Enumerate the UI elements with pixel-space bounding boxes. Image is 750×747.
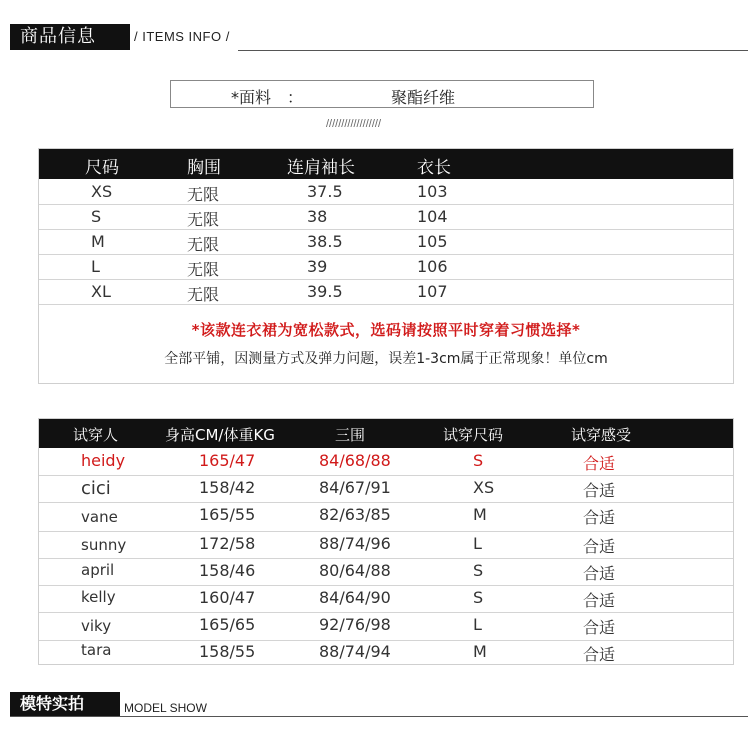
feeling-cell: 合适 [583, 645, 616, 664]
height-weight-cell: 160/47 [199, 588, 256, 607]
tester-name: kelly [81, 588, 116, 606]
sleeve-cell: 38 [307, 207, 328, 226]
tried-size-cell: M [473, 505, 487, 524]
section-subtitle-items-info: / ITEMS INFO / [134, 29, 230, 44]
tester-name: sunny [81, 536, 127, 554]
size-cell: M [91, 232, 105, 251]
fabric-value: 聚酯纤维 [391, 88, 456, 107]
tester-name: viky [81, 617, 112, 635]
height-weight-cell: 172/58 [199, 534, 256, 553]
try-on-table-header [39, 419, 733, 448]
table-row [39, 558, 733, 586]
feeling-cell: 合适 [583, 618, 616, 637]
feeling-cell: 合适 [583, 537, 616, 556]
table-row [39, 640, 733, 664]
header-sleeve-length: 连肩袖长 [287, 158, 355, 178]
tried-size-cell: L [473, 615, 482, 634]
chest-cell: 无限 [187, 260, 220, 279]
fabric-colon: ： [287, 88, 304, 107]
feeling-cell: 合适 [583, 508, 616, 527]
header-tried-size: 试穿尺码 [443, 426, 504, 444]
tried-size-cell: S [473, 588, 484, 607]
table-row [39, 448, 733, 476]
length-cell: 103 [417, 182, 448, 201]
height-weight-cell: 165/65 [199, 615, 256, 634]
header-divider [238, 50, 748, 51]
tester-name: vane [81, 508, 118, 526]
chest-cell: 无限 [187, 185, 220, 204]
sleeve-cell: 38.5 [307, 232, 343, 251]
section-title-items-info: 商品信息 [10, 24, 130, 50]
header-size: 尺码 [85, 158, 119, 178]
feeling-cell: 合适 [583, 481, 616, 500]
measurements-cell: 84/68/88 [319, 451, 391, 470]
model-show-divider [10, 716, 748, 717]
table-row [39, 179, 733, 205]
header-tester: 试穿人 [73, 426, 119, 444]
height-weight-cell: 165/55 [199, 505, 256, 524]
table-row [39, 204, 733, 230]
tried-size-cell: S [473, 451, 484, 470]
measurements-cell: 84/67/91 [319, 478, 391, 497]
sleeve-cell: 39.5 [307, 282, 343, 301]
measurements-cell: 82/63/85 [319, 505, 391, 524]
size-table-header [39, 149, 733, 179]
table-row [39, 229, 733, 255]
sleeve-cell: 39 [307, 257, 328, 276]
header-height-weight: 身高CM/体重KG [165, 426, 275, 444]
table-row [39, 502, 733, 532]
tester-name: cici [81, 478, 111, 499]
measurement-notice: 全部平铺，因测量方式及弹力问题，误差1-3cm属于正常现象！单位cm [164, 351, 608, 367]
chest-cell: 无限 [187, 235, 220, 254]
fabric-info-box [170, 80, 594, 108]
try-on-table [38, 418, 734, 665]
measurements-cell: 88/74/94 [319, 642, 391, 661]
fabric-label: *面料 [231, 88, 272, 107]
section-subtitle-model-show: MODEL SHOW [124, 701, 207, 715]
header-chest: 胸围 [187, 158, 221, 178]
size-cell: XS [91, 182, 113, 201]
measurements-cell: 84/64/90 [319, 588, 391, 607]
table-row [39, 279, 733, 305]
tried-size-cell: S [473, 561, 484, 580]
header-measurements: 三围 [335, 426, 366, 444]
decorative-slashes: ////////////////// [326, 118, 382, 130]
chest-cell: 无限 [187, 285, 220, 304]
table-row [39, 531, 733, 559]
tried-size-cell: XS [473, 478, 495, 497]
length-cell: 106 [417, 257, 448, 276]
measurements-cell: 80/64/88 [319, 561, 391, 580]
header-length: 衣长 [417, 158, 451, 178]
chest-cell: 无限 [187, 210, 220, 229]
feeling-cell: 合适 [583, 591, 616, 610]
tester-name: heidy [81, 451, 126, 470]
measurements-cell: 92/76/98 [319, 615, 391, 634]
length-cell: 107 [417, 282, 448, 301]
header-feeling: 试穿感受 [571, 426, 632, 444]
height-weight-cell: 158/42 [199, 478, 256, 497]
tester-name: april [81, 561, 115, 579]
fit-notice: *该款连衣裙为宽松款式，选码请按照平时穿着习惯选择* [191, 321, 581, 339]
height-weight-cell: 158/55 [199, 642, 256, 661]
tried-size-cell: L [473, 534, 482, 553]
feeling-cell: 合适 [583, 564, 616, 583]
size-cell: L [91, 257, 100, 276]
feeling-cell: 合适 [583, 454, 616, 473]
table-row [39, 475, 733, 503]
tester-name: tara [81, 641, 112, 659]
tried-size-cell: M [473, 642, 487, 661]
height-weight-cell: 158/46 [199, 561, 256, 580]
table-row [39, 585, 733, 613]
height-weight-cell: 165/47 [199, 451, 256, 470]
size-cell: S [91, 207, 102, 226]
length-cell: 104 [417, 207, 448, 226]
section-title-model-show: 模特实拍 [10, 692, 120, 716]
measurements-cell: 88/74/96 [319, 534, 391, 553]
size-table [38, 148, 734, 384]
table-row [39, 254, 733, 280]
length-cell: 105 [417, 232, 448, 251]
table-row [39, 612, 733, 641]
sleeve-cell: 37.5 [307, 182, 343, 201]
size-cell: XL [91, 282, 111, 301]
